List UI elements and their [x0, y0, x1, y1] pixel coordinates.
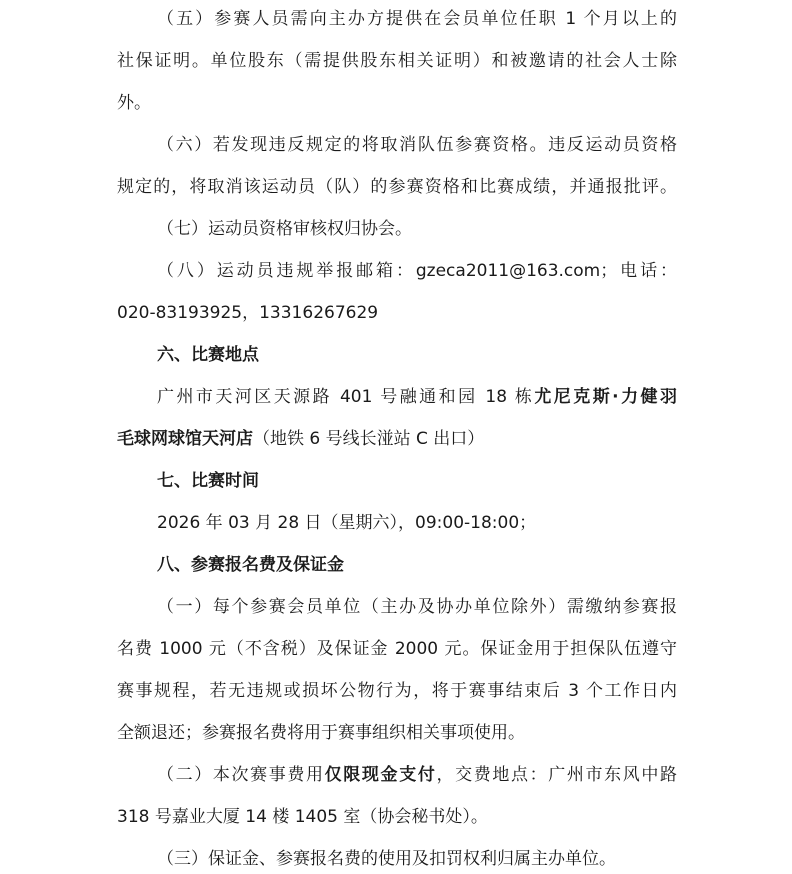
- text-line-payment-2: 318 号嘉业大厦 14 楼 1405 室（协会秘书处）。: [117, 807, 488, 827]
- text-line-1: （五）参赛人员需向主办方提供在会员单位任职 1 个月以上的: [157, 9, 677, 29]
- text-line-venue-1: [157, 382, 677, 412]
- text-line-2: 社保证明。单位股东（需提供股东相关证明）和被邀请的社会人士除: [117, 51, 677, 71]
- text-line-4: （六）若发现违反规定的将取消队伍参赛资格。违反运动员资格: [157, 135, 677, 155]
- section-heading-fees: 八、参赛报名费及保证金: [157, 555, 344, 575]
- text-line-fee-1: （一）每个参赛会员单位（主办及协办单位除外）需缴纳参赛报: [157, 597, 677, 617]
- text-line-payment-1: [157, 760, 677, 790]
- cash-only-emphasis: 仅限现金支付: [324, 765, 437, 785]
- venue-address: 广州市天河区天源路 401 号融通和园 18 栋: [157, 387, 535, 407]
- text-line-3: 外。: [117, 93, 151, 113]
- venue-name-part-1: 尤尼克斯·力健羽: [534, 387, 677, 407]
- payment-location: ，交费地点：广州市东风中路: [436, 765, 677, 785]
- text-line-8: 020-83193925，13316267629: [117, 303, 379, 323]
- text-line-fee-4: 全额退还；参赛报名费将用于赛事组织相关事项使用。: [117, 723, 525, 743]
- payment-lead: （二）本次赛事费用: [157, 765, 325, 785]
- text-line-6: （七）运动员资格审核权归协会。: [157, 219, 412, 239]
- text-line-5: 规定的，将取消该运动员（队）的参赛资格和比赛成绩，并通报批评。: [117, 177, 677, 197]
- text-line-venue-2: [117, 424, 677, 454]
- venue-name-part-2: 毛球网球馆天河店: [117, 429, 253, 449]
- text-line-fee-2: 名费 1000 元（不含税）及保证金 2000 元。保证金用于担保队伍遵守: [117, 639, 677, 659]
- venue-metro: （地铁 6 号线长湴站 C 出口）: [253, 429, 485, 449]
- text-line-7: （八）运动员违规举报邮箱：gzeca2011@163.com；电话：: [157, 261, 677, 281]
- section-heading-time: 七、比赛时间: [157, 471, 259, 491]
- section-heading-venue: 六、比赛地点: [157, 345, 259, 365]
- text-line-rights: （三）保证金、参赛报名费的使用及扣罚权利归属主办单位。: [157, 849, 616, 869]
- text-line-fee-3: 赛事规程，若无违规或损坏公物行为，将于赛事结束后 3 个工作日内: [117, 681, 677, 701]
- text-line-time: 2026 年 03 月 28 日（星期六），09:00-18:00；: [157, 513, 537, 533]
